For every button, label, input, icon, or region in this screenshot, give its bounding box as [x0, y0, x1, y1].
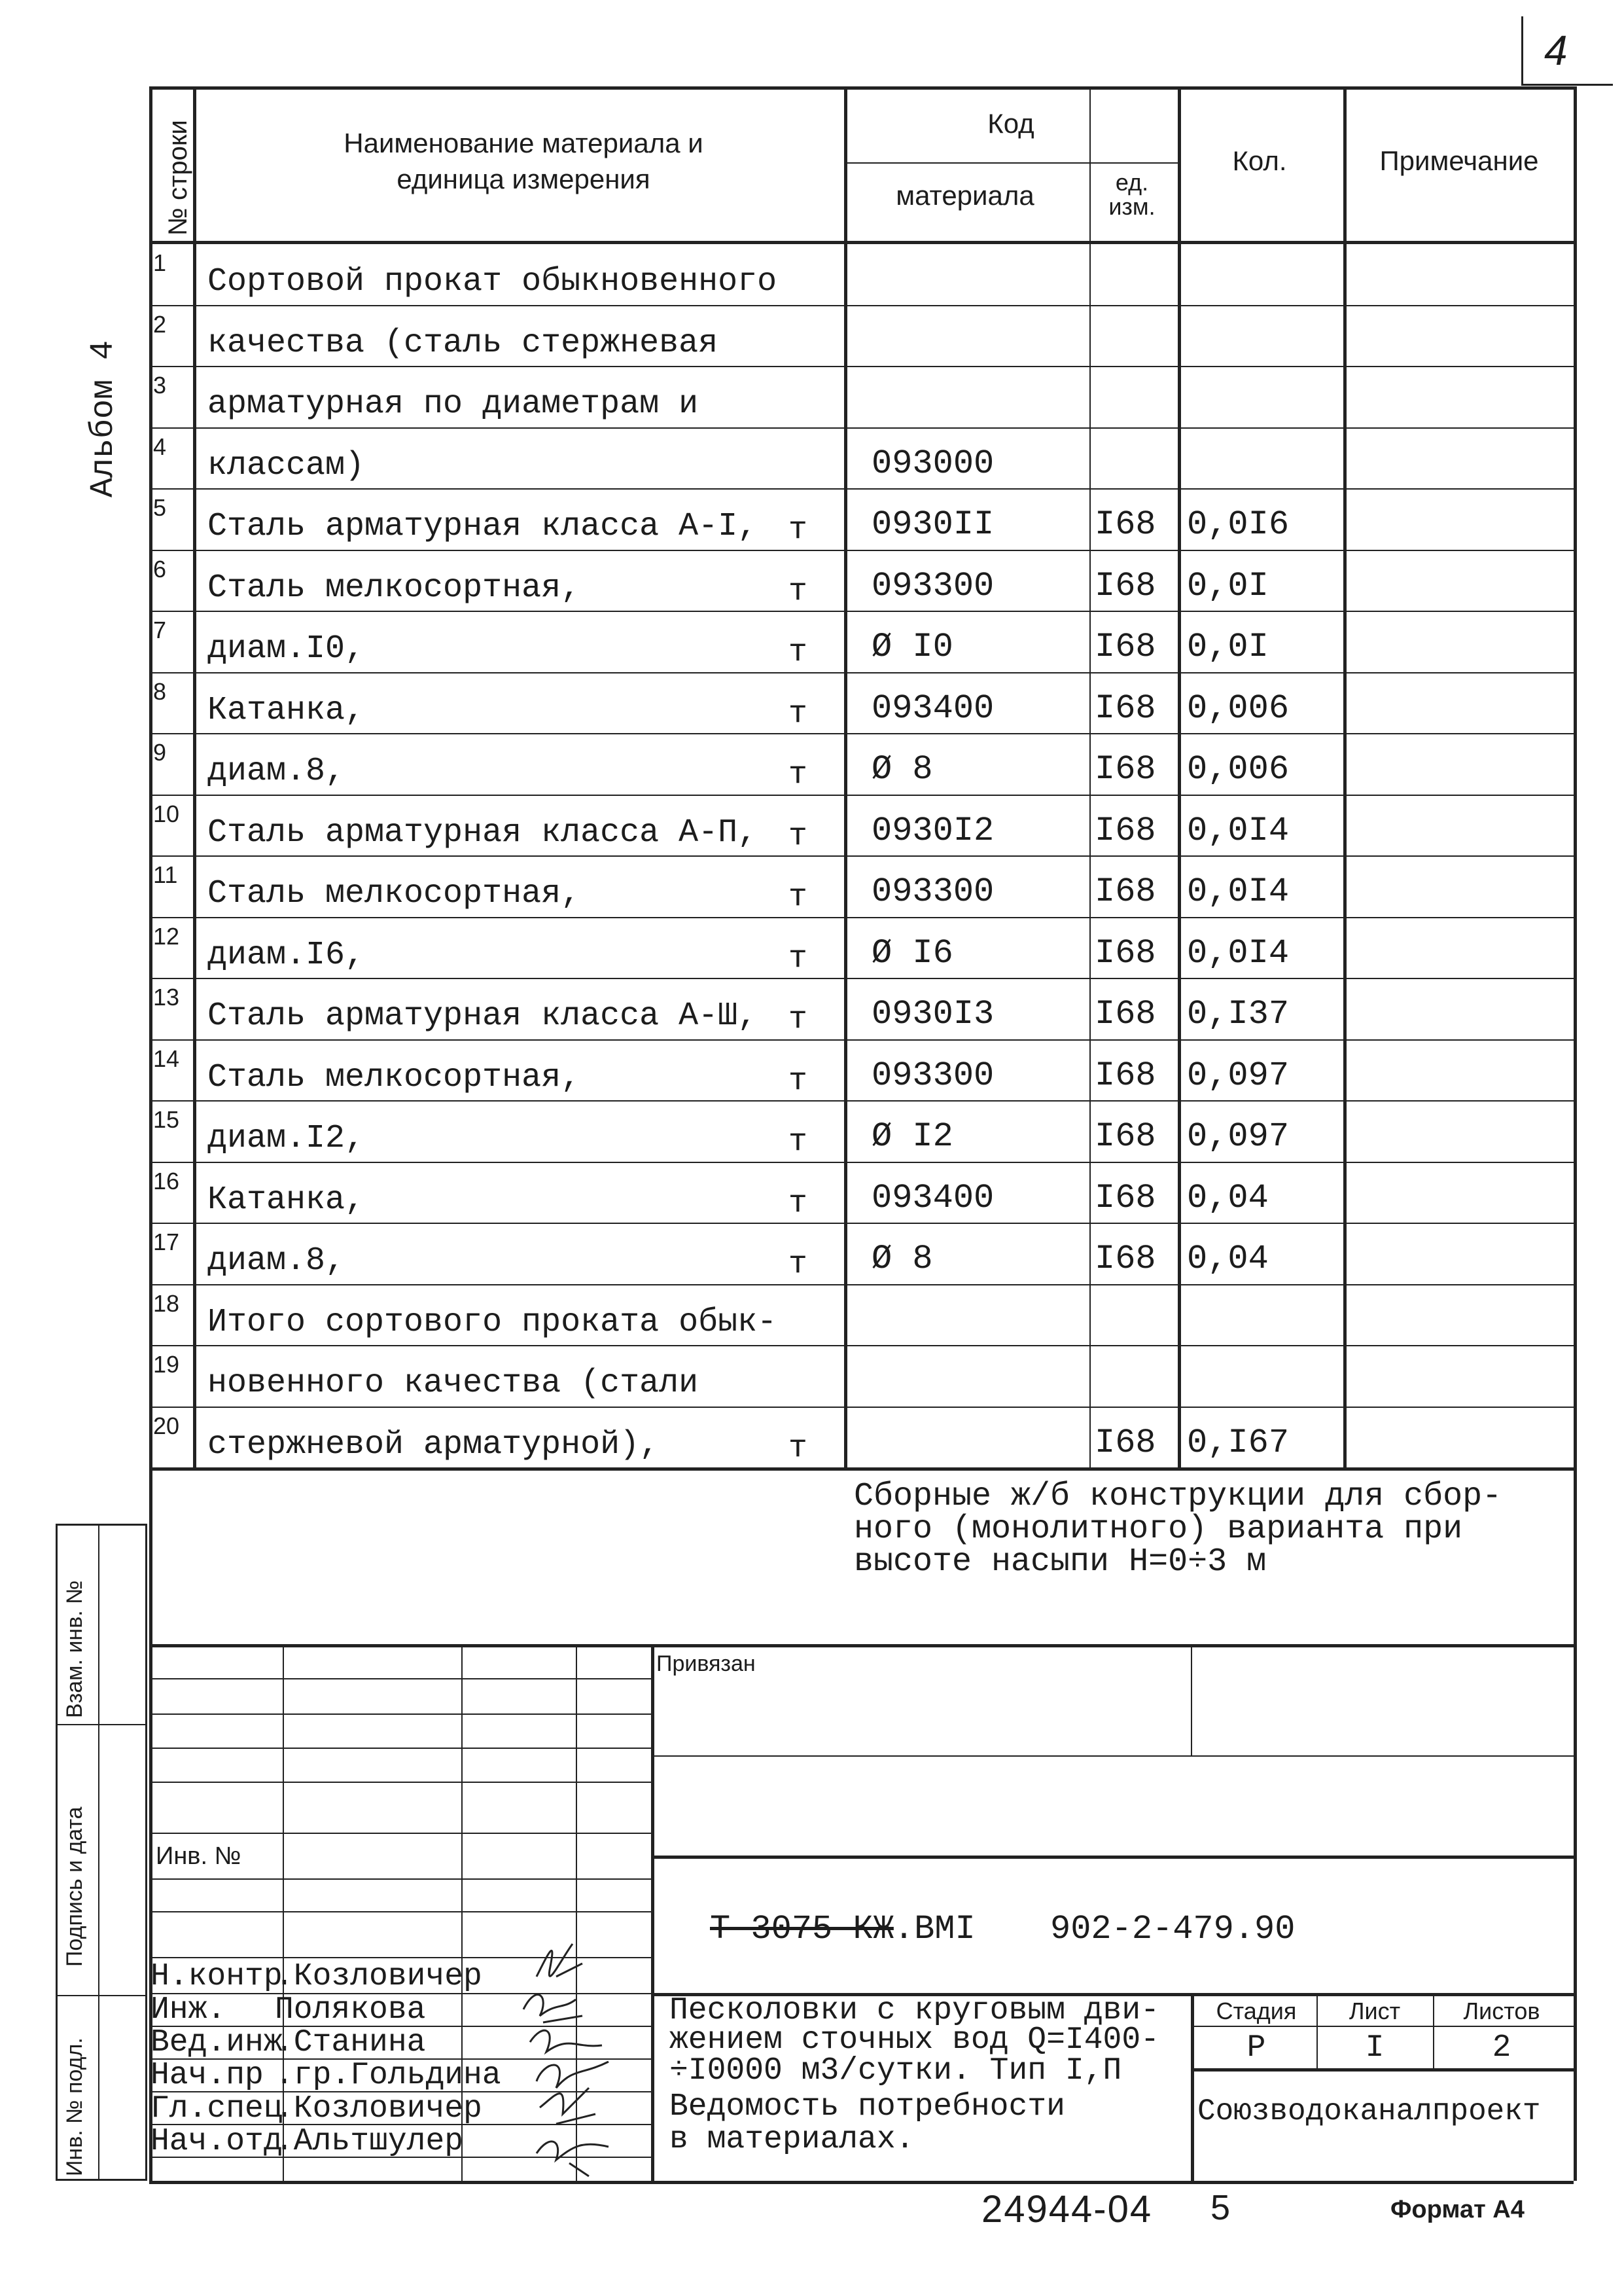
signer-role: Гл.спец — [150, 2091, 283, 2126]
side-stamp-sep1 — [56, 1724, 147, 1725]
header-bottom-border — [149, 241, 1574, 244]
material-name: Сталь арматурная класса А-I, — [207, 508, 758, 545]
signer-row-line — [149, 1878, 651, 1880]
row-number: 1 — [153, 249, 167, 276]
frame-bottom — [149, 2181, 1574, 2184]
header-name-line1: Наименование материала и — [344, 128, 703, 158]
table-bottom-border — [149, 1467, 1574, 1471]
side-stamp-podpis: Подпись и дата — [62, 1806, 87, 1967]
signer-name: .гр.Гольдина — [275, 2058, 501, 2093]
row-number: 4 — [153, 433, 167, 460]
stage-value: Р — [1246, 2030, 1266, 2066]
material-code: 093300 — [872, 872, 995, 911]
row-number: 5 — [153, 494, 167, 521]
header-code-unit-l2: изм. — [1108, 193, 1156, 220]
archive-no: 24944-04 — [981, 2188, 1153, 2231]
quantity: 0,04 — [1187, 1240, 1269, 1278]
quantity: 0,006 — [1187, 750, 1290, 789]
quantity: 0,0I4 — [1187, 811, 1290, 850]
unit-code: I68 — [1095, 1056, 1156, 1095]
signature-4 — [537, 2062, 609, 2088]
material-name: стержневой арматурной), — [207, 1426, 660, 1463]
stage-label: Стадия — [1216, 1998, 1297, 2024]
row-line — [149, 366, 1574, 367]
row-number: 9 — [153, 739, 167, 766]
signature-3 — [530, 2030, 602, 2052]
material-code: Ø I2 — [872, 1117, 953, 1156]
material-name: Сортовой прокат обыкновенного — [207, 263, 777, 300]
material-code: 093400 — [872, 1178, 995, 1217]
material-name: Катанка, — [207, 1181, 365, 1219]
unit-code: I68 — [1095, 689, 1156, 728]
unit-code: I68 — [1095, 995, 1156, 1033]
material-name: диам.I0, — [207, 630, 365, 668]
row-number: 13 — [153, 984, 180, 1011]
unit-code: I68 — [1095, 1423, 1156, 1462]
quantity: 0,I67 — [1187, 1423, 1290, 1462]
row-line — [149, 1100, 1574, 1102]
signer-row-line — [149, 1833, 651, 1834]
organization: Союзводоканалпроект — [1197, 2094, 1541, 2128]
row-number: 6 — [153, 555, 167, 583]
quantity: 0,097 — [1187, 1117, 1290, 1156]
material-name: новенного качества (стали — [207, 1365, 699, 1402]
signer-name: .Козловичер — [275, 1959, 482, 1994]
material-name: Итого сортового проката обык- — [207, 1303, 777, 1341]
title-line-4: Ведомость потребности — [669, 2089, 1065, 2125]
unit: т — [788, 1185, 807, 1221]
material-name: диам.8, — [207, 753, 345, 790]
material-code: 0930I3 — [872, 995, 995, 1033]
unit: т — [788, 941, 807, 977]
unit: т — [788, 1430, 807, 1466]
col-divider-ed — [1089, 86, 1091, 1467]
signer-role: Нач.пр — [150, 2058, 264, 2093]
unit: т — [788, 880, 807, 915]
signer-row-line — [149, 1911, 651, 1912]
row-line — [149, 917, 1574, 918]
inv-no-label: Инв. № — [156, 1842, 241, 1870]
signature-1 — [537, 1944, 582, 1977]
signer-name: Полякова — [275, 1992, 426, 2028]
row-line — [149, 978, 1574, 979]
unit: т — [788, 1002, 807, 1037]
title-line-1: Песколовки с круговым дви- — [669, 1993, 1159, 2028]
header-qty: Кол. — [1232, 145, 1287, 176]
row-line — [149, 1162, 1574, 1163]
header-code-divider — [844, 162, 1178, 164]
row-line — [149, 855, 1574, 857]
material-code: Ø I6 — [872, 933, 953, 973]
privyazan-label: Привязан — [656, 1651, 756, 1676]
signer-name: .Альтшулер — [275, 2124, 464, 2159]
sheet-label: Лист — [1349, 1998, 1401, 2024]
assembly-note-2: ного (монолитного) варианта при — [854, 1511, 1463, 1548]
quantity: 0,04 — [1187, 1178, 1269, 1217]
page-number-frame-bottom — [1521, 84, 1613, 86]
signatures — [510, 1937, 667, 2179]
row-number: 18 — [153, 1289, 180, 1317]
table-right-border — [1574, 86, 1577, 1467]
material-name: Сталь мелкосортная, — [207, 875, 581, 912]
row-number: 20 — [153, 1412, 180, 1439]
material-code: 093300 — [872, 1056, 995, 1095]
unit: т — [788, 818, 807, 854]
row-number: 11 — [153, 861, 178, 888]
unit-code: I68 — [1095, 566, 1156, 605]
material-name: качества (сталь стержневая — [207, 324, 718, 362]
header-code: Код — [987, 108, 1034, 139]
material-code: Ø I0 — [872, 628, 953, 666]
header-row-no: № строки — [164, 120, 192, 236]
col-divider-qty — [1178, 86, 1181, 1467]
material-name: Сталь мелкосортная, — [207, 569, 581, 607]
signature-5 — [540, 2088, 595, 2124]
quantity: 0,0I4 — [1187, 933, 1290, 973]
side-stamp-divider — [98, 1524, 99, 2181]
quantity: 0,0I4 — [1187, 872, 1290, 911]
material-code: Ø 8 — [872, 750, 933, 789]
unit: т — [788, 696, 807, 732]
row-number: 19 — [153, 1351, 180, 1378]
unit-code: I68 — [1095, 933, 1156, 973]
row-number: 7 — [153, 617, 167, 643]
signer-row-line — [149, 1748, 651, 1749]
row-number: 3 — [153, 372, 167, 399]
quantity: 0,0I — [1187, 566, 1269, 605]
material-name: диам.I6, — [207, 936, 365, 974]
title-line-3: ÷I0000 м3/сутки. Тип I,П — [669, 2053, 1122, 2089]
unit: т — [788, 1063, 807, 1099]
row-line — [149, 305, 1574, 306]
material-name: Сталь мелкосортная, — [207, 1058, 581, 1096]
material-code: 0930II — [872, 505, 995, 544]
header-note: Примечание — [1379, 145, 1539, 176]
unit-code: I68 — [1095, 505, 1156, 544]
col-divider-note — [1343, 86, 1347, 1467]
row-number: 8 — [153, 677, 167, 705]
row-number: 12 — [153, 922, 180, 950]
unit: т — [788, 635, 807, 670]
col-divider-num — [193, 86, 196, 1467]
stage-divider — [1191, 1993, 1194, 2181]
signer-row-line — [149, 1644, 651, 1645]
doc-number: 902-2-479.90 — [1050, 1910, 1296, 1948]
material-code: 093000 — [872, 444, 995, 483]
title-line-a — [651, 1755, 1574, 1757]
title-line-5: в материалах. — [669, 2122, 915, 2157]
header-code-unit-l1: ед. — [1115, 169, 1149, 196]
signer-row-line — [149, 1678, 651, 1679]
quantity: 0,006 — [1187, 689, 1290, 728]
unit-code: I68 — [1095, 1178, 1156, 1217]
row-line — [149, 1223, 1574, 1224]
material-name: Сталь арматурная класса А-Ш, — [207, 997, 758, 1035]
sheets-value: 2 — [1492, 2030, 1511, 2066]
quantity: 0,0I6 — [1187, 505, 1290, 544]
title-line-2: жением сточных вод Q=I400- — [669, 2022, 1159, 2058]
signer-row-line — [149, 1782, 651, 1783]
row-number: 15 — [153, 1106, 180, 1133]
assembly-note-3: высоте насыпи Н=0÷3 м — [854, 1543, 1267, 1581]
unit: т — [788, 573, 807, 609]
row-number: 17 — [153, 1229, 180, 1255]
doc-code-rest: .ВМI — [893, 1910, 976, 1948]
unit: т — [788, 1124, 807, 1160]
row-line — [149, 611, 1574, 612]
title-line-b — [651, 1856, 1574, 1859]
material-code: 0930I2 — [872, 811, 995, 850]
signature-2 — [523, 1995, 582, 2022]
page-number: 4 — [1544, 27, 1568, 74]
unit: т — [788, 1247, 807, 1282]
format-label: Формат А4 — [1390, 2196, 1525, 2223]
stage-bottom-line — [1191, 2068, 1574, 2072]
row-line — [149, 1039, 1574, 1041]
row-number: 2 — [153, 310, 167, 338]
row-line — [149, 733, 1574, 734]
doc-code-struck: Т-3075-КЖ — [710, 1910, 894, 1948]
material-name: Катанка, — [207, 691, 365, 729]
privyazan-divider — [1191, 1644, 1192, 1755]
row-line — [149, 427, 1574, 429]
page-number-frame — [1521, 16, 1523, 85]
side-stamp-sep2 — [56, 1995, 147, 1996]
row-line — [149, 488, 1574, 490]
row-line — [149, 672, 1574, 673]
unit-code: I68 — [1095, 628, 1156, 666]
material-name: диам.I2, — [207, 1120, 365, 1157]
row-number: 14 — [153, 1045, 180, 1072]
material-code: 093300 — [872, 566, 995, 605]
copy-no: 5 — [1210, 2188, 1231, 2227]
table-left-border — [149, 86, 152, 1467]
unit-code: I68 — [1095, 811, 1156, 850]
signer-row-line — [149, 1713, 651, 1715]
material-name: диам.8, — [207, 1242, 345, 1280]
row-number: 10 — [153, 800, 180, 827]
signer-name: .Станина — [275, 2025, 426, 2060]
signer-role: Нач.отд — [150, 2124, 283, 2159]
frame-right — [1574, 1467, 1577, 2181]
unit-code: I68 — [1095, 750, 1156, 789]
assembly-note-1: Сборные ж/б конструкции для сбор- — [854, 1478, 1502, 1515]
side-stamp-inv-podl: Инв. № подл. — [62, 2037, 87, 2176]
unit: т — [788, 757, 807, 793]
quantity: 0,I37 — [1187, 995, 1290, 1033]
signer-role: Инж. — [150, 1992, 226, 2028]
header-code-material: материала — [896, 180, 1034, 211]
row-line — [149, 1284, 1574, 1285]
side-stamp-vzam: Взам. инв. № — [62, 1580, 87, 1718]
unit: т — [788, 512, 807, 548]
quantity: 0,0I — [1187, 628, 1269, 666]
material-name: Сталь арматурная класса А-П, — [207, 814, 758, 852]
sheets-label: Листов — [1463, 1998, 1540, 2024]
header-name-line2: единица измерения — [397, 164, 650, 194]
doc-code — [710, 1910, 976, 1948]
sheet-value: I — [1365, 2030, 1385, 2066]
col-divider-code — [844, 86, 847, 1467]
signer-role: Вед.инж — [150, 2025, 283, 2060]
quantity: 0,097 — [1187, 1056, 1290, 1095]
signer-name: .Козловичер — [275, 2091, 482, 2126]
material-code: Ø 8 — [872, 1240, 933, 1278]
row-line — [149, 795, 1574, 796]
row-line — [149, 1407, 1574, 1408]
album-label: Альбом 4 — [85, 340, 122, 497]
unit-code: I68 — [1095, 872, 1156, 911]
material-code: 093400 — [872, 689, 995, 728]
material-name: классам) — [207, 446, 365, 484]
row-line — [149, 550, 1574, 551]
unit-code: I68 — [1095, 1117, 1156, 1156]
signature-6 — [537, 2142, 609, 2176]
material-name: арматурная по диаметрам и — [207, 386, 699, 423]
unit-code: I68 — [1095, 1240, 1156, 1278]
row-line — [149, 1345, 1574, 1346]
signer-role: Н.контр — [150, 1959, 283, 1994]
row-number: 16 — [153, 1167, 180, 1194]
table-top-border — [149, 86, 1574, 90]
stage-header-line — [1191, 2026, 1574, 2027]
